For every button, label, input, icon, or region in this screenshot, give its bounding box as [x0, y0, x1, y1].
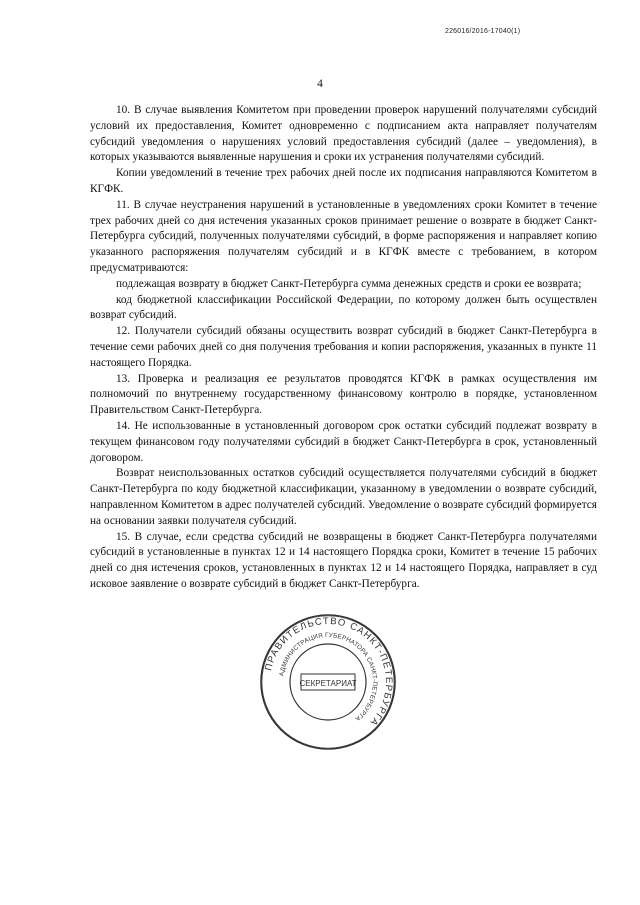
stamp-inner-text: АДМИНИСТРАЦИЯ ГУБЕРНАТОРА САНКТ-ПЕТЕРБУРГА — [278, 631, 379, 723]
paragraph-11: 11. В случае неустранения нарушений в установленные в уведомлениях сроки Комитет в течение трех рабочих дней со дня истечения указанных сроков принимает решение о возврате в бюджет Санкт-Петербурга субсидий, полученных получателями субсидий, в форме распоряжения и направляет копию указанного распоряжения получателям субсидий и в КГФК вместе с требованием, в котором предусматриваются: — [90, 198, 597, 274]
stamp-center-text: СЕКРЕТАРИАТ — [299, 679, 357, 688]
secretariat-stamp — [258, 612, 398, 752]
paragraph-11-item-sum: подлежащая возврату в бюджет Санкт-Петербурга сумма денежных средств и сроки ее возврата; — [116, 277, 582, 290]
paragraph-14: 14. Не использованные в установленный договором срок остатки субсидий подлежат возврату в текущем финансовом году получателями субсидий в бюджет Санкт-Петербурга в срок, установленный договором. — [90, 419, 597, 464]
paragraph-14-return: Возврат неиспользованных остатков субсидий осуществляется получателями субсидий в бюджет Санкт-Петербурга по коду бюджетной классификации, указанному в уведомлении о возврате субсидий, направленном Комитетом в адрес получателей субсидий. Уведомление о возврате субсидий формируется на основании заявки получателя субсидий. — [90, 467, 597, 527]
stamp-outer-text: ПРАВИТЕЛЬСТВО САНКТ-ПЕТЕРБУРГА — [263, 615, 395, 729]
paragraph-12: 12. Получатели субсидий обязаны осуществить возврат субсидий в бюджет Санкт-Петербурга в течение семи рабочих дней со дня получения требования и копии распоряжения, указанных в пункте 11 настоящего Порядка. — [90, 325, 597, 369]
paragraph-11-item-code: код бюджетной классификации Российской Федерации, по которому должен быть осуществлен возврат субсидий. — [90, 293, 597, 322]
paragraph-15: 15. В случае, если средства субсидий не возвращены в бюджет Санкт-Петербурга получателями субсидий в установленные в пунктах 12 и 14 настоящего Порядка сроки, Комитет в течение 15 рабочих дней со дня истечения сроков, установленных в пунктах 12 и 14 настоящего Порядка, направляет в суд исковое заявление о возврате субсидий в бюджет Санкт-Петербурга. — [90, 530, 597, 590]
paragraph-10-copies: Копии уведомлений в течение трех рабочих дней после их подписания направляются Комитетом в КГФК. — [90, 167, 597, 195]
document-body — [90, 103, 597, 593]
paragraph-13: 13. Проверка и реализация ее результатов проводятся КГФК в рамках осуществления им полномочий по внутреннему государственному финансовому контролю в порядке, установленном Правительством Санкт-Петербурга. — [90, 372, 597, 417]
page-number: 4 — [317, 78, 323, 90]
paragraph-10: 10. В случае выявления Комитетом при проведении проверок нарушений получателями субсидий условий их предоставления, Комитет одновременно с подписанием акта направляет получателям субсидий уведомления о нарушениях условий предоставления субсидий (далее – уведомления), в которых указываются выявленные нарушения и сроки их устранения получателями субсидий. — [90, 104, 597, 164]
document-id: 226016/2016-17040(1) — [445, 28, 521, 35]
